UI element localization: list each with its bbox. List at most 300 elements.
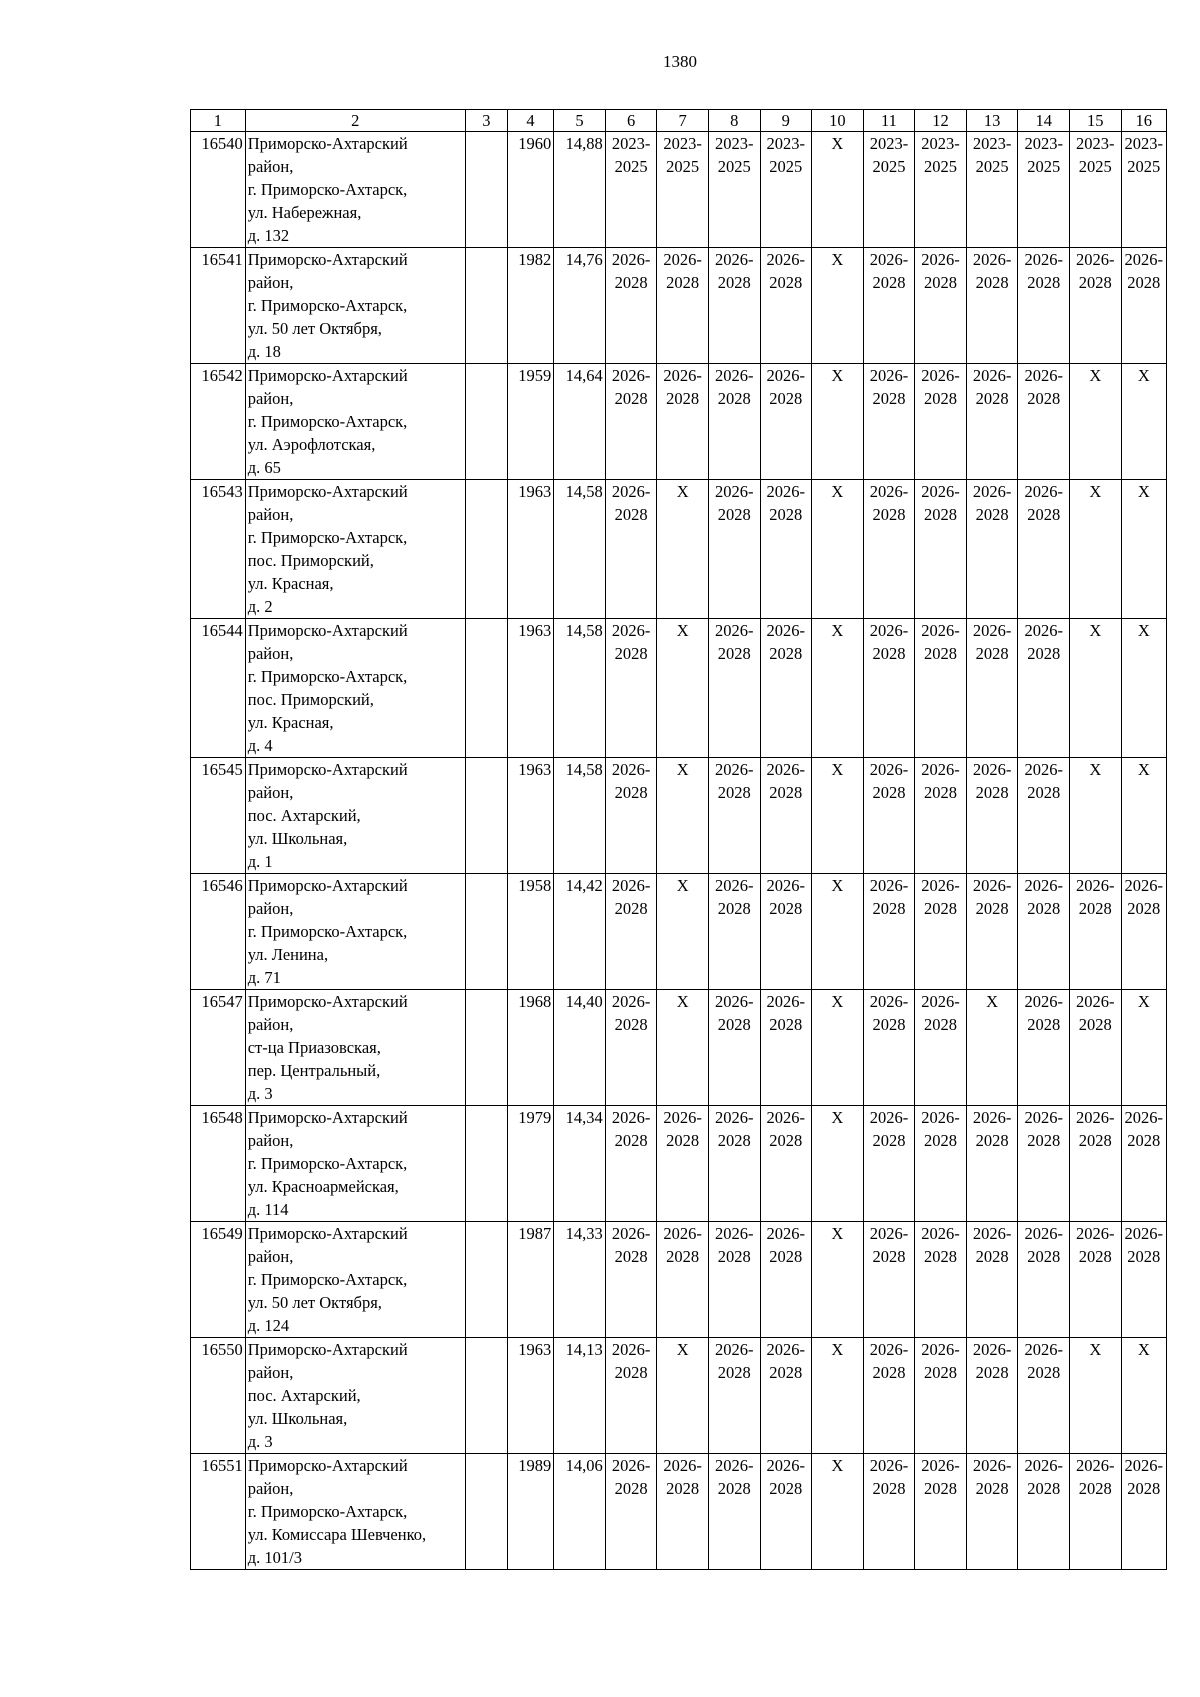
period-cell bbox=[812, 758, 864, 874]
period-cell bbox=[1018, 874, 1070, 990]
period-cell bbox=[915, 132, 967, 248]
address-line: г. Приморско-Ахтарск, bbox=[247, 922, 408, 941]
period-cell bbox=[1121, 619, 1166, 758]
not-applicable-mark: X bbox=[676, 1340, 689, 1359]
period-line: 2028 bbox=[614, 273, 648, 292]
period-cell bbox=[863, 132, 915, 248]
row-number: 16540 bbox=[191, 132, 246, 248]
period-line: 2028 bbox=[975, 1131, 1009, 1150]
not-applicable-mark: X bbox=[676, 621, 689, 640]
column-header: 12 bbox=[915, 110, 967, 132]
period-cell bbox=[915, 1454, 967, 1570]
period-line: 2028 bbox=[1027, 1131, 1061, 1150]
address-line: г. Приморско-Ахтарск, bbox=[247, 1270, 408, 1289]
period-cell bbox=[1018, 990, 1070, 1106]
period-line: 2025 bbox=[975, 157, 1009, 176]
period-cell bbox=[812, 480, 864, 619]
period-cell bbox=[812, 364, 864, 480]
period-line: 2028 bbox=[1078, 1479, 1112, 1498]
address-line: д. 3 bbox=[247, 1432, 273, 1451]
period-cell bbox=[657, 758, 709, 874]
not-applicable-mark: X bbox=[1137, 992, 1150, 1011]
period-cell bbox=[605, 132, 657, 248]
period-cell bbox=[605, 619, 657, 758]
period-line: 2028 bbox=[717, 389, 751, 408]
period-line: 2028 bbox=[1127, 1479, 1161, 1498]
address-line: пос. Ахтарский, bbox=[247, 1386, 361, 1405]
period-cell bbox=[966, 874, 1018, 990]
column-header: 4 bbox=[507, 110, 553, 132]
period-line: 2026- bbox=[766, 760, 806, 779]
table-row bbox=[191, 758, 1167, 874]
period-cell bbox=[1121, 1106, 1166, 1222]
address-line: Приморско-Ахтарский bbox=[247, 366, 408, 385]
period-line: 2028 bbox=[614, 389, 648, 408]
period-line: 2028 bbox=[717, 1247, 751, 1266]
period-cell bbox=[708, 1454, 760, 1570]
period-line: 2023- bbox=[1024, 134, 1063, 153]
table-row bbox=[191, 1454, 1167, 1570]
period-cell bbox=[605, 990, 657, 1106]
column-header: 11 bbox=[863, 110, 915, 132]
period-cell bbox=[657, 1222, 709, 1338]
address-cell bbox=[245, 1222, 465, 1338]
period-line: 2028 bbox=[975, 389, 1009, 408]
column-3-cell bbox=[465, 758, 507, 874]
period-line: 2026- bbox=[1076, 1108, 1115, 1127]
period-cell bbox=[812, 619, 864, 758]
period-line: 2026- bbox=[611, 1456, 651, 1475]
period-cell bbox=[1121, 1454, 1166, 1570]
period-cell bbox=[1069, 132, 1121, 248]
period-line: 2026- bbox=[1024, 250, 1063, 269]
table-row bbox=[191, 1106, 1167, 1222]
address-line: пер. Центральный, bbox=[247, 1061, 381, 1080]
address-line: Приморско-Ахтарский bbox=[247, 1224, 408, 1243]
column-3-cell bbox=[465, 132, 507, 248]
address-line: г. Приморско-Ахтарск, bbox=[247, 180, 408, 199]
column-header: 9 bbox=[760, 110, 812, 132]
period-cell bbox=[708, 364, 760, 480]
period-cell bbox=[1018, 1106, 1070, 1222]
period-line: 2026- bbox=[921, 366, 960, 385]
period-line: 2028 bbox=[975, 899, 1009, 918]
period-cell bbox=[812, 1454, 864, 1570]
period-line: 2026- bbox=[1124, 876, 1164, 895]
period-line: 2026- bbox=[1124, 1456, 1164, 1475]
table-row bbox=[191, 480, 1167, 619]
period-line: 2026- bbox=[714, 876, 754, 895]
value-cell: 14,42 bbox=[554, 874, 606, 990]
address-line: д. 18 bbox=[247, 342, 281, 361]
period-cell bbox=[657, 1338, 709, 1454]
period-line: 2028 bbox=[1127, 1131, 1161, 1150]
year-cell: 1960 bbox=[507, 132, 553, 248]
not-applicable-mark: X bbox=[1089, 760, 1102, 779]
period-line: 2028 bbox=[769, 1363, 803, 1382]
period-line: 2028 bbox=[769, 783, 803, 802]
period-cell bbox=[657, 480, 709, 619]
address-line: Приморско-Ахтарский bbox=[247, 621, 408, 640]
period-line: 2026- bbox=[1124, 250, 1164, 269]
period-line: 2028 bbox=[924, 505, 958, 524]
period-cell bbox=[966, 619, 1018, 758]
period-line: 2026- bbox=[921, 482, 960, 501]
period-line: 2026- bbox=[921, 760, 960, 779]
period-cell bbox=[863, 990, 915, 1106]
period-cell bbox=[812, 1338, 864, 1454]
column-3-cell bbox=[465, 1106, 507, 1222]
period-cell bbox=[605, 1222, 657, 1338]
period-line: 2026- bbox=[869, 482, 909, 501]
period-cell bbox=[915, 874, 967, 990]
column-header: 13 bbox=[966, 110, 1018, 132]
period-line: 2028 bbox=[924, 1479, 958, 1498]
period-line: 2023- bbox=[611, 134, 651, 153]
header-row bbox=[191, 110, 1167, 132]
column-3-cell bbox=[465, 990, 507, 1106]
period-line: 2026- bbox=[972, 876, 1012, 895]
address-line: район, bbox=[247, 1015, 294, 1034]
period-line: 2026- bbox=[1024, 760, 1063, 779]
page-number: 1380 bbox=[663, 52, 697, 71]
period-cell bbox=[1121, 758, 1166, 874]
period-cell bbox=[1121, 132, 1166, 248]
not-applicable-mark: X bbox=[831, 760, 844, 779]
period-cell bbox=[760, 1222, 812, 1338]
value-cell: 14,58 bbox=[554, 619, 606, 758]
address-line: район, bbox=[247, 644, 294, 663]
period-line: 2028 bbox=[769, 1479, 803, 1498]
period-cell bbox=[1121, 990, 1166, 1106]
address-line: г. Приморско-Ахтарск, bbox=[247, 412, 408, 431]
address-line: ул. Набережная, bbox=[247, 203, 362, 222]
period-line: 2026- bbox=[921, 992, 960, 1011]
address-line: д. 101/3 bbox=[247, 1548, 302, 1567]
year-cell: 1963 bbox=[507, 619, 553, 758]
table-row bbox=[191, 364, 1167, 480]
address-line: пос. Ахтарский, bbox=[247, 806, 361, 825]
address-cell bbox=[245, 1338, 465, 1454]
period-cell bbox=[657, 874, 709, 990]
period-line: 2028 bbox=[924, 783, 958, 802]
address-line: д. 4 bbox=[247, 736, 273, 755]
row-number: 16550 bbox=[191, 1338, 246, 1454]
address-line: д. 132 bbox=[247, 226, 290, 245]
period-line: 2023- bbox=[663, 134, 702, 153]
period-cell bbox=[760, 248, 812, 364]
address-line: г. Приморско-Ахтарск, bbox=[247, 296, 408, 315]
period-line: 2026- bbox=[972, 760, 1012, 779]
not-applicable-mark: X bbox=[1089, 1340, 1102, 1359]
period-line: 2028 bbox=[872, 783, 906, 802]
period-line: 2026- bbox=[1076, 1224, 1115, 1243]
address-line: д. 2 bbox=[247, 597, 273, 616]
period-line: 2026- bbox=[1024, 1108, 1063, 1127]
period-line: 2026- bbox=[663, 250, 702, 269]
period-cell bbox=[1121, 1338, 1166, 1454]
address-line: ул. 50 лет Октября, bbox=[247, 319, 382, 338]
period-line: 2026- bbox=[1076, 250, 1115, 269]
address-line: Приморско-Ахтарский bbox=[247, 992, 408, 1011]
period-line: 2025 bbox=[769, 157, 803, 176]
period-line: 2028 bbox=[614, 644, 648, 663]
period-line: 2028 bbox=[1127, 899, 1161, 918]
period-cell bbox=[708, 248, 760, 364]
period-line: 2028 bbox=[924, 389, 958, 408]
period-cell bbox=[863, 758, 915, 874]
column-header: 6 bbox=[605, 110, 657, 132]
period-cell bbox=[812, 248, 864, 364]
not-applicable-mark: X bbox=[676, 760, 689, 779]
period-line: 2028 bbox=[975, 783, 1009, 802]
row-number: 16551 bbox=[191, 1454, 246, 1570]
address-line: район, bbox=[247, 783, 294, 802]
period-cell bbox=[915, 619, 967, 758]
period-cell bbox=[863, 364, 915, 480]
period-line: 2026- bbox=[972, 482, 1012, 501]
period-line: 2026- bbox=[611, 876, 651, 895]
column-header: 16 bbox=[1121, 110, 1166, 132]
table-row bbox=[191, 990, 1167, 1106]
value-cell: 14,88 bbox=[554, 132, 606, 248]
year-cell: 1982 bbox=[507, 248, 553, 364]
period-cell bbox=[1121, 874, 1166, 990]
address-line: район, bbox=[247, 389, 294, 408]
period-line: 2028 bbox=[614, 783, 648, 802]
period-cell bbox=[605, 480, 657, 619]
period-line: 2026- bbox=[921, 1456, 960, 1475]
not-applicable-mark: X bbox=[831, 366, 844, 385]
address-line: д. 124 bbox=[247, 1316, 290, 1335]
period-cell bbox=[915, 364, 967, 480]
period-cell bbox=[708, 1106, 760, 1222]
period-line: 2028 bbox=[1127, 273, 1161, 292]
period-line: 2026- bbox=[714, 482, 754, 501]
period-line: 2026- bbox=[921, 1108, 960, 1127]
value-cell: 14,40 bbox=[554, 990, 606, 1106]
period-line: 2028 bbox=[872, 899, 906, 918]
period-cell bbox=[1018, 1222, 1070, 1338]
address-line: г. Приморско-Ахтарск, bbox=[247, 1502, 408, 1521]
row-number: 16544 bbox=[191, 619, 246, 758]
period-cell bbox=[760, 758, 812, 874]
period-cell bbox=[605, 1106, 657, 1222]
period-cell bbox=[966, 1338, 1018, 1454]
period-line: 2023- bbox=[869, 134, 909, 153]
period-line: 2023- bbox=[1124, 134, 1164, 153]
period-line: 2028 bbox=[1078, 273, 1112, 292]
period-cell bbox=[760, 480, 812, 619]
not-applicable-mark: X bbox=[831, 621, 844, 640]
address-cell bbox=[245, 1454, 465, 1570]
period-cell bbox=[1121, 1222, 1166, 1338]
period-line: 2028 bbox=[924, 1015, 958, 1034]
address-line: Приморско-Ахтарский bbox=[247, 134, 408, 153]
period-line: 2025 bbox=[924, 157, 958, 176]
table-row bbox=[191, 132, 1167, 248]
period-line: 2023- bbox=[921, 134, 960, 153]
row-number: 16545 bbox=[191, 758, 246, 874]
column-header: 3 bbox=[465, 110, 507, 132]
table-row bbox=[191, 1338, 1167, 1454]
table-header bbox=[191, 110, 1167, 132]
period-cell bbox=[1069, 1222, 1121, 1338]
address-line: район, bbox=[247, 1363, 294, 1382]
period-cell bbox=[760, 1454, 812, 1570]
period-line: 2028 bbox=[924, 899, 958, 918]
address-line: д. 3 bbox=[247, 1084, 273, 1103]
period-cell bbox=[1018, 758, 1070, 874]
period-cell bbox=[1018, 619, 1070, 758]
address-cell bbox=[245, 132, 465, 248]
period-line: 2028 bbox=[717, 273, 751, 292]
year-cell: 1959 bbox=[507, 364, 553, 480]
period-line: 2026- bbox=[714, 760, 754, 779]
period-line: 2026- bbox=[611, 1340, 651, 1359]
period-line: 2026- bbox=[766, 876, 806, 895]
period-line: 2026- bbox=[869, 621, 909, 640]
period-cell bbox=[708, 1222, 760, 1338]
period-cell bbox=[1069, 1106, 1121, 1222]
address-line: Приморско-Ахтарский bbox=[247, 250, 408, 269]
period-line: 2026- bbox=[921, 1340, 960, 1359]
year-cell: 1968 bbox=[507, 990, 553, 1106]
period-line: 2023- bbox=[714, 134, 754, 153]
period-line: 2025 bbox=[1078, 157, 1112, 176]
period-cell bbox=[1069, 1338, 1121, 1454]
not-applicable-mark: X bbox=[1137, 621, 1150, 640]
address-line: д. 114 bbox=[247, 1200, 289, 1219]
period-line: 2028 bbox=[717, 1479, 751, 1498]
not-applicable-mark: X bbox=[831, 1224, 844, 1243]
period-cell bbox=[708, 619, 760, 758]
period-line: 2026- bbox=[921, 1224, 960, 1243]
not-applicable-mark: X bbox=[1137, 482, 1150, 501]
period-cell bbox=[708, 990, 760, 1106]
period-line: 2025 bbox=[666, 157, 700, 176]
period-cell bbox=[863, 1454, 915, 1570]
address-line: район, bbox=[247, 1479, 294, 1498]
not-applicable-mark: X bbox=[1137, 1340, 1150, 1359]
period-line: 2026- bbox=[714, 1108, 754, 1127]
not-applicable-mark: X bbox=[1137, 760, 1150, 779]
period-cell bbox=[1069, 248, 1121, 364]
period-cell bbox=[760, 1338, 812, 1454]
period-line: 2026- bbox=[611, 1224, 651, 1243]
period-line: 2028 bbox=[717, 1363, 751, 1382]
table-row bbox=[191, 1222, 1167, 1338]
period-line: 2026- bbox=[972, 1340, 1012, 1359]
period-line: 2026- bbox=[972, 1456, 1012, 1475]
value-cell: 14,13 bbox=[554, 1338, 606, 1454]
period-line: 2028 bbox=[614, 505, 648, 524]
period-line: 2026- bbox=[869, 250, 909, 269]
period-line: 2028 bbox=[1027, 1015, 1061, 1034]
address-line: ул. 50 лет Октября, bbox=[247, 1293, 382, 1312]
period-line: 2026- bbox=[714, 992, 754, 1011]
not-applicable-mark: X bbox=[831, 992, 844, 1011]
period-line: 2026- bbox=[921, 621, 960, 640]
period-line: 2026- bbox=[972, 1108, 1012, 1127]
address-line: ул. Красноармейская, bbox=[247, 1177, 399, 1196]
period-line: 2026- bbox=[869, 760, 909, 779]
column-3-cell bbox=[465, 480, 507, 619]
address-line: г. Приморско-Ахтарск, bbox=[247, 667, 408, 686]
period-line: 2028 bbox=[924, 1247, 958, 1266]
period-cell bbox=[863, 248, 915, 364]
period-cell bbox=[1018, 248, 1070, 364]
period-cell bbox=[1018, 480, 1070, 619]
period-line: 2025 bbox=[614, 157, 648, 176]
address-line: Приморско-Ахтарский bbox=[247, 1340, 408, 1359]
period-line: 2026- bbox=[766, 482, 806, 501]
address-line: г. Приморско-Ахтарск, bbox=[247, 1154, 408, 1173]
period-line: 2028 bbox=[769, 1131, 803, 1150]
period-cell bbox=[1069, 990, 1121, 1106]
not-applicable-mark: X bbox=[1089, 366, 1102, 385]
period-cell bbox=[605, 1338, 657, 1454]
period-line: 2026- bbox=[972, 1224, 1012, 1243]
period-cell bbox=[605, 874, 657, 990]
address-line: д. 71 bbox=[247, 968, 281, 987]
period-line: 2026- bbox=[1124, 1224, 1164, 1243]
period-line: 2028 bbox=[1027, 389, 1061, 408]
period-line: 2023- bbox=[972, 134, 1012, 153]
year-cell: 1987 bbox=[507, 1222, 553, 1338]
period-cell bbox=[708, 1338, 760, 1454]
address-line: г. Приморско-Ахтарск, bbox=[247, 528, 408, 547]
period-line: 2028 bbox=[769, 389, 803, 408]
period-line: 2028 bbox=[1078, 1247, 1112, 1266]
period-line: 2028 bbox=[1127, 1247, 1161, 1266]
year-cell: 1963 bbox=[507, 758, 553, 874]
period-line: 2028 bbox=[769, 1247, 803, 1266]
period-line: 2028 bbox=[975, 273, 1009, 292]
period-line: 2028 bbox=[1027, 1247, 1061, 1266]
row-number: 16546 bbox=[191, 874, 246, 990]
period-line: 2026- bbox=[1024, 1456, 1063, 1475]
period-line: 2028 bbox=[769, 1015, 803, 1034]
year-cell: 1963 bbox=[507, 1338, 553, 1454]
address-line: пос. Приморский, bbox=[247, 551, 374, 570]
period-cell bbox=[966, 248, 1018, 364]
address-line: ул. Красная, bbox=[247, 713, 334, 732]
address-cell bbox=[245, 619, 465, 758]
value-cell: 14,06 bbox=[554, 1454, 606, 1570]
period-line: 2028 bbox=[769, 644, 803, 663]
not-applicable-mark: X bbox=[1089, 621, 1102, 640]
period-line: 2026- bbox=[972, 621, 1012, 640]
address-line: район, bbox=[247, 157, 294, 176]
period-line: 2026- bbox=[611, 250, 651, 269]
period-line: 2028 bbox=[1078, 1015, 1112, 1034]
address-line: д. 65 bbox=[247, 458, 281, 477]
period-line: 2028 bbox=[614, 1247, 648, 1266]
period-line: 2023- bbox=[1076, 134, 1115, 153]
period-cell bbox=[966, 1222, 1018, 1338]
address-line: пос. Приморский, bbox=[247, 690, 374, 709]
not-applicable-mark: X bbox=[676, 992, 689, 1011]
row-number: 16541 bbox=[191, 248, 246, 364]
table-body bbox=[191, 132, 1167, 1570]
period-line: 2026- bbox=[766, 621, 806, 640]
period-cell bbox=[605, 1454, 657, 1570]
period-line: 2028 bbox=[717, 644, 751, 663]
period-line: 2026- bbox=[1024, 366, 1063, 385]
not-applicable-mark: X bbox=[831, 1340, 844, 1359]
period-line: 2028 bbox=[975, 644, 1009, 663]
